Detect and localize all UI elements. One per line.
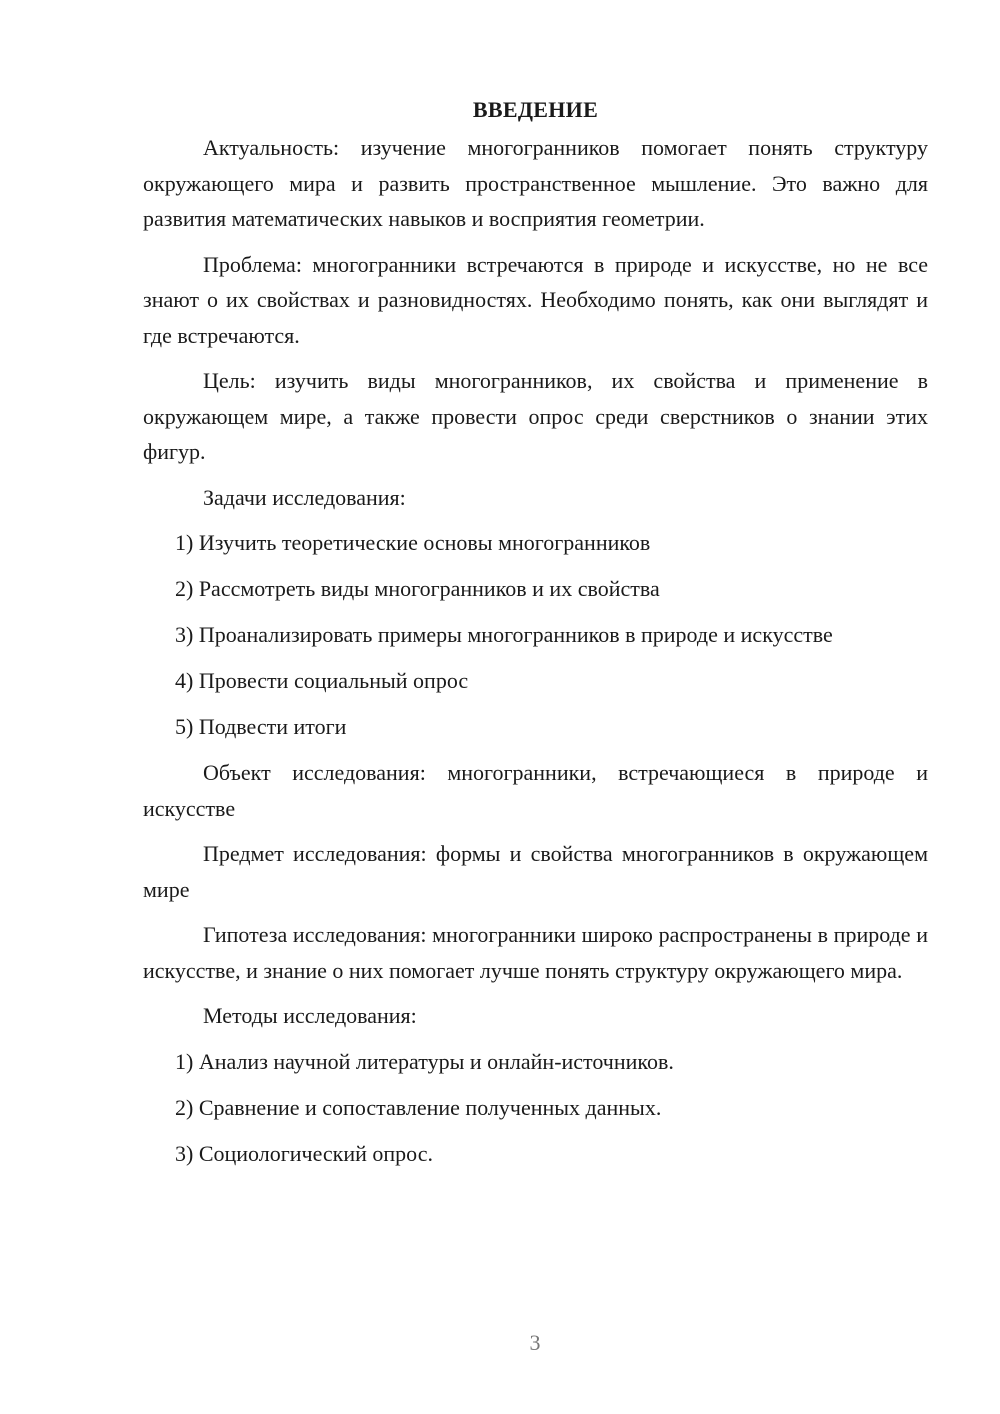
method-item-2: 2) Сравнение и сопоставление полученных данных. [175,1094,662,1120]
task-item-2: 2) Рассмотреть виды многогранников и их свойства [175,576,660,601]
methods-list [143,1044,928,1172]
goal-paragraph: Цель: изучить виды многогранников, их свойства и применение в окружающем мире, а также провести опрос среди сверстников о знании этих фигур. [143,368,928,464]
task-item-1: 1) Изучить теоретические основы многогранников [175,530,651,555]
tasks-heading: Задачи исследования: [203,484,406,510]
tasks-list [143,525,928,745]
methods-heading: Методы исследования: [203,1003,417,1028]
section-title: ВВЕДЕНИЕ [472,97,599,122]
task-item-4: 4) Провести социальный опрос [175,668,469,693]
problem-paragraph: Проблема: многогранники встречаются в природе и искусстве, но не все знают о их свойствах и разновидностях. Необходимо понять, как они выглядят и где встречаются. [143,251,928,348]
hypothesis-paragraph: Гипотеза исследования: многогранники широко распространены в природе и искусстве, и знание о них помогает лучше понять структуру окружающего мира. [143,922,928,983]
document-page [143,92,928,1182]
subject-paragraph: Предмет исследования: формы и свойства многогранников в окружающем мире [143,841,928,902]
task-item-5: 5) Подвести итоги [175,714,347,739]
object-paragraph: Объект исследования: многогранники, встречающиеся в природе и искусстве [143,760,928,821]
method-item-1: 1) Анализ научной литературы и онлайн-источников. [175,1048,674,1074]
relevance-paragraph: Актуальность: изучение многогранников помогает понять структуру окружающего мира и развить пространственное мышление. Это важно для развития математических навыков и восприятия геометрии. [143,135,928,231]
task-item-3: 3) Проанализировать примеры многогранников в природе и искусстве [175,622,833,647]
method-item-3: 3) Социологический опрос. [175,1140,433,1166]
page-number: 3 [529,1330,541,1355]
